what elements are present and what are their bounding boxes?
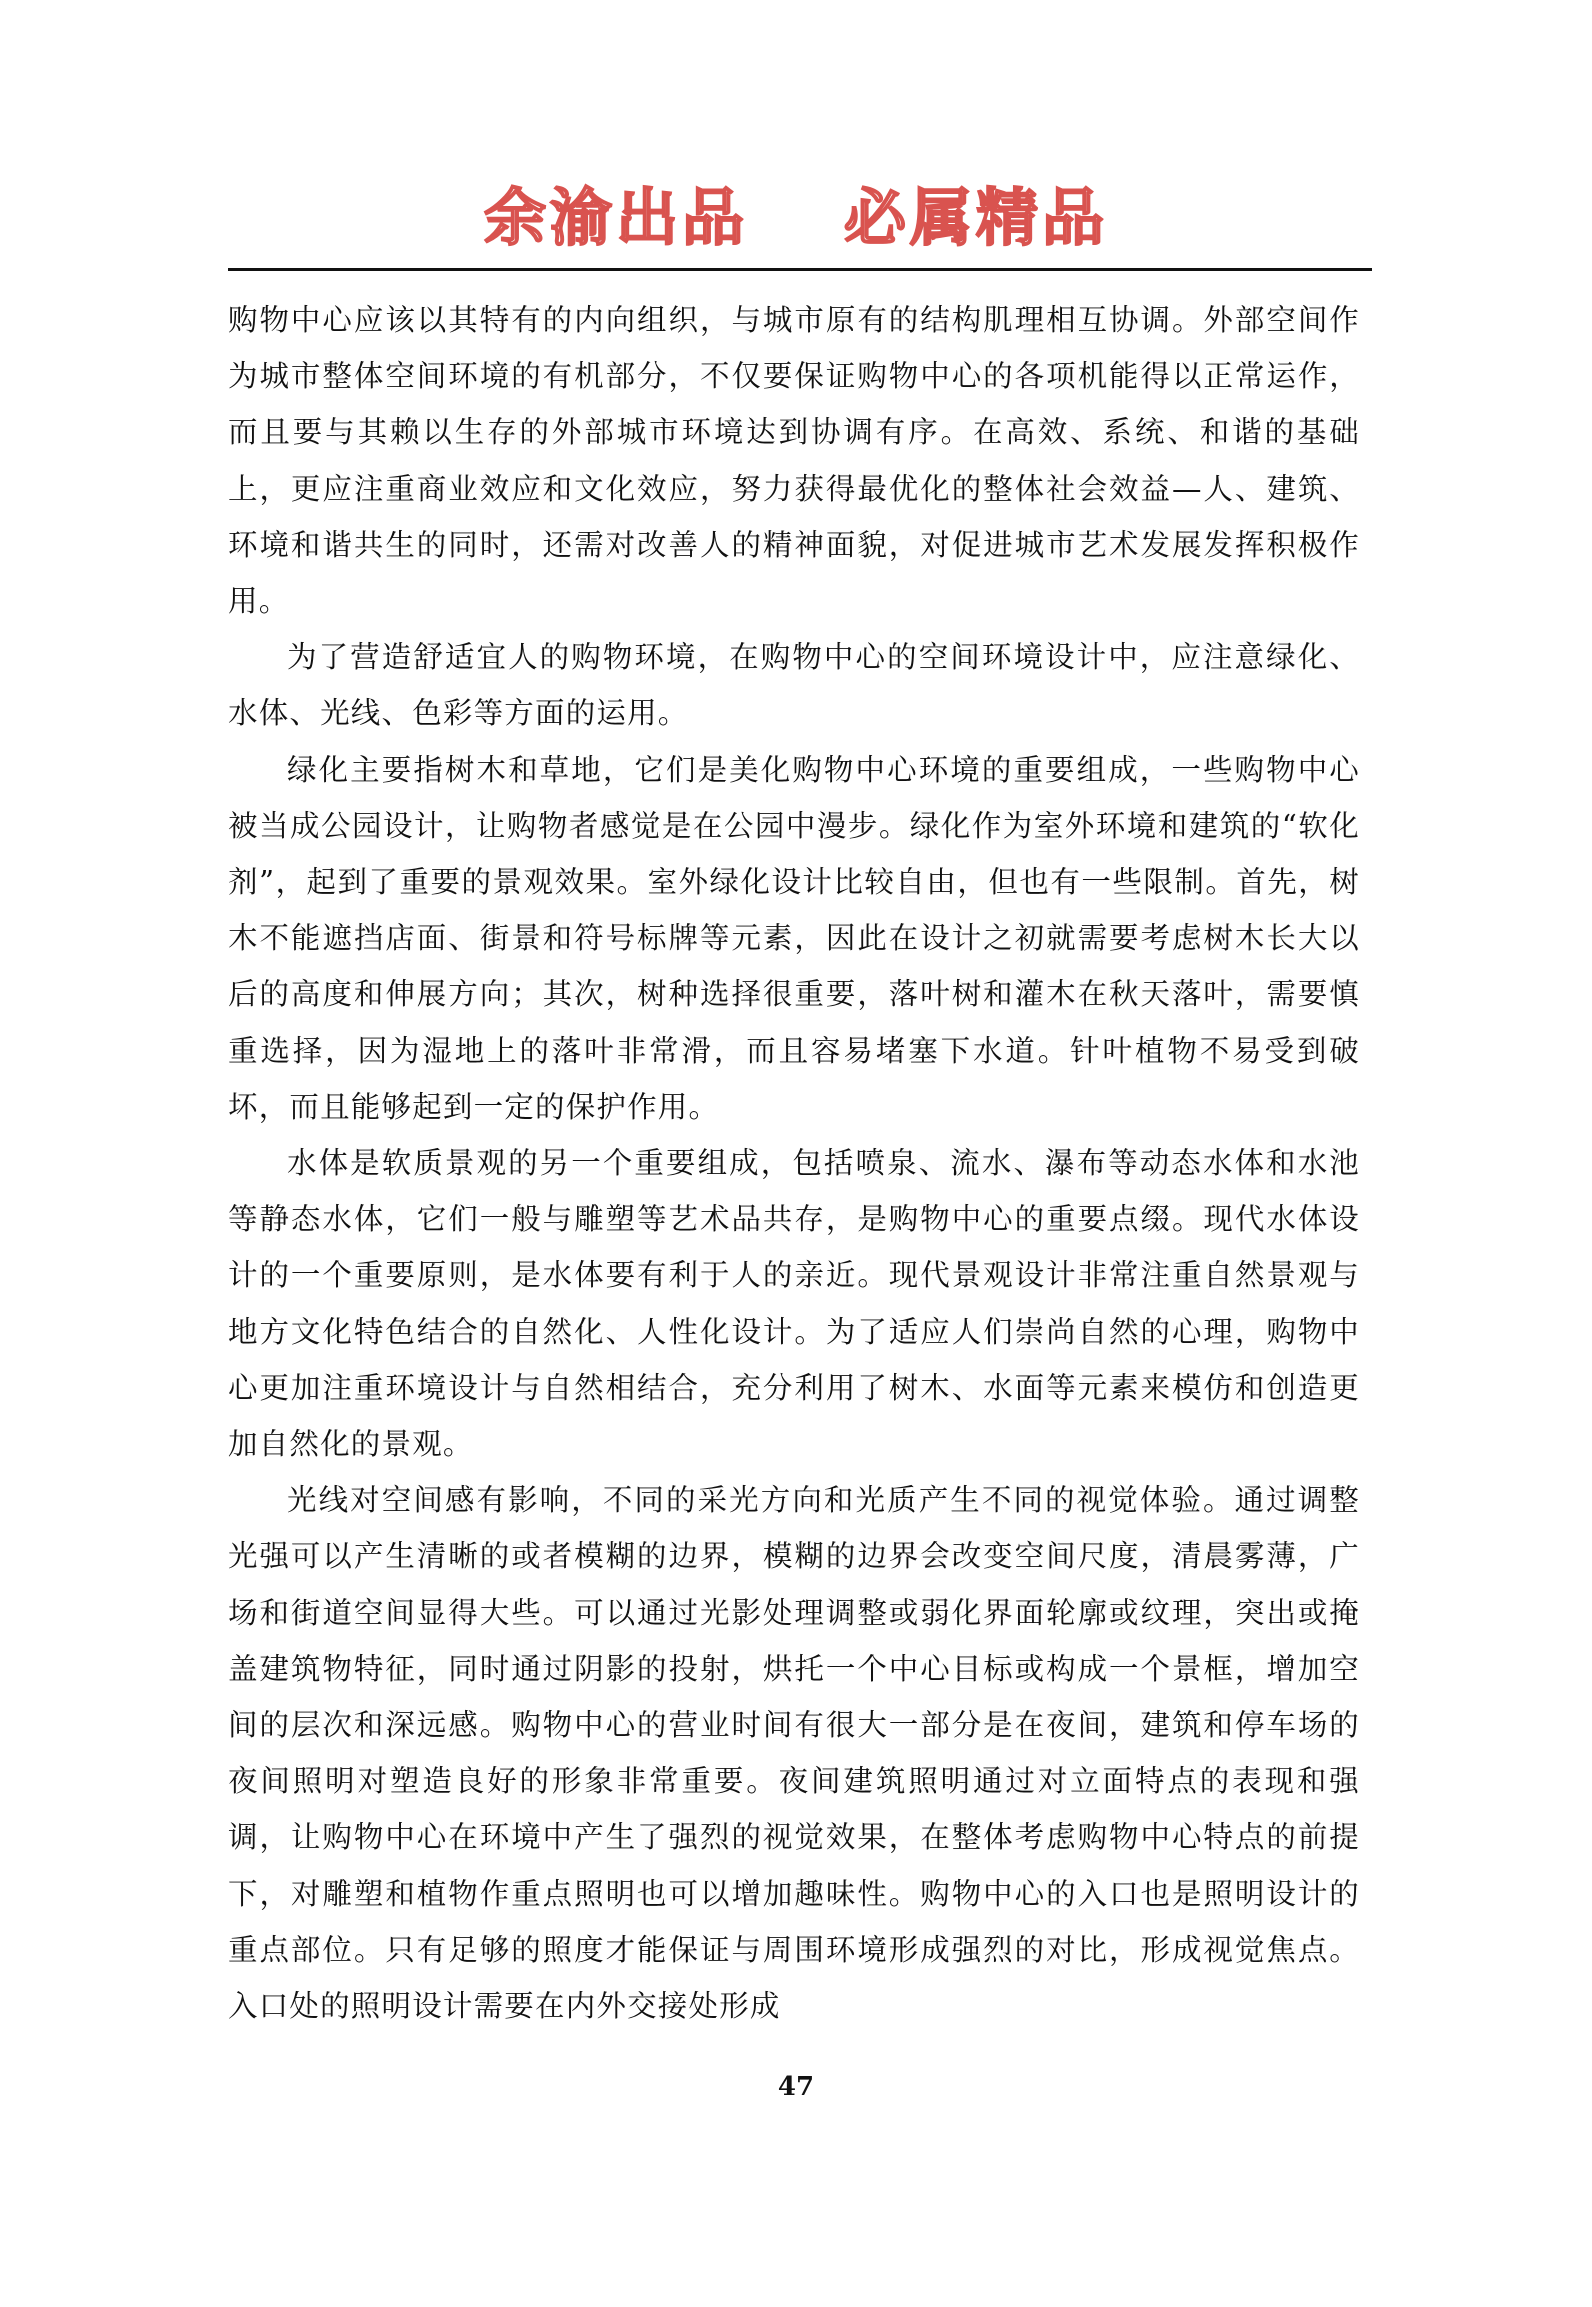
paragraph-5: 光线对空间感有影响，不同的采光方向和光质产生不同的视觉体验。通过调整光强可以产生清晰的或者模糊的边界，模糊的边界会改变空间尺度，清晨雾薄，广场和街道空间显得大些。可以通过光影处理调整或弱化界面轮廓或纹理，突出或掩盖建筑物特征，同时通过阴影的投射，烘托一个中心目标或构成一个景框，增加空间的层次和深远感。购物中心的营业时间有很大一部分是在夜间，建筑和停车场的夜间照明对塑造良好的形象非常重要。夜间建筑照明通过对立面特点的表现和强调，让购物中心在环境中产生了强烈的视觉效果，在整体考虑购物中心特点的前提下，对雕塑和植物作重点照明也可以增加趣味性。购物中心的入口也是照明设计的重点部位。只有足够的照度才能保证与周围环境形成强烈的对比，形成视觉焦点。入口处的照明设计需要在内外交接处形成 — [228, 1483, 1360, 2024]
header-title-left: 余渝出品 — [483, 181, 748, 254]
paragraph-3: 绿化主要指树木和草地，它们是美化购物中心环境的重要组成，一些购物中心被当成公园设计，让购物者感觉是在公园中漫步。绿化作为室外环境和建筑的“软化剂”，起到了重要的景观效果。室外绿化设计比较自由，但也有一些限制。首先，树木不能遮挡店面、街景和符号标牌等元素，因此在设计之初就需要考虑树木长大以后的高度和伸展方向；其次，树种选择很重要，落叶树和灌木在秋天落叶，需要慎重选择，因为湿地上的落叶非常滑，而且容易堵塞下水道。针叶植物不易受到破坏，而且能够起到一定的保护作用。 — [228, 752, 1360, 1124]
page-number: 47 — [777, 2072, 815, 2102]
paragraph-4: 水体是软质景观的另一个重要组成，包括喷泉、流水、瀑布等动态水体和水池等静态水体，它们一般与雕塑等艺术品共存，是购物中心的重要点缀。现代水体设计的一个重要原则，是水体要有利于人的亲近。现代景观设计非常注重自然景观与地方文化特色结合的自然化、人性化设计。为了适应人们崇尚自然的心理，购物中心更加注重环境设计与自然相结合，充分利用了树木、水面等元素来模仿和创造更加自然化的景观。 — [228, 1146, 1360, 1462]
paragraph-2: 为了营造舒适宜人的购物环境，在购物中心的空间环境设计中，应注意绿化、水体、光线、色彩等方面的运用。 — [228, 640, 1360, 731]
header-watermark-title — [0, 168, 1592, 257]
paragraph-1: 购物中心应该以其特有的内向组织，与城市原有的结构肌理相互协调。外部空间作为城市整体空间环境的有机部分，不仅要保证购物中心的各项机能得以正常运作，而且要与其赖以生存的外部城市环境达到协调有序。在高效、系统、和谐的基础上，更应注重商业效应和文化效应，努力获得最优化的整体社会效益—人、建筑、环境和谐共生的同时，还需对改善人的精神面貌，对促进城市艺术发展发挥积极作用。 — [228, 303, 1360, 619]
header-title-right: 必属精品 — [844, 181, 1109, 254]
body-text — [228, 292, 1360, 2034]
header-rule — [228, 268, 1372, 271]
